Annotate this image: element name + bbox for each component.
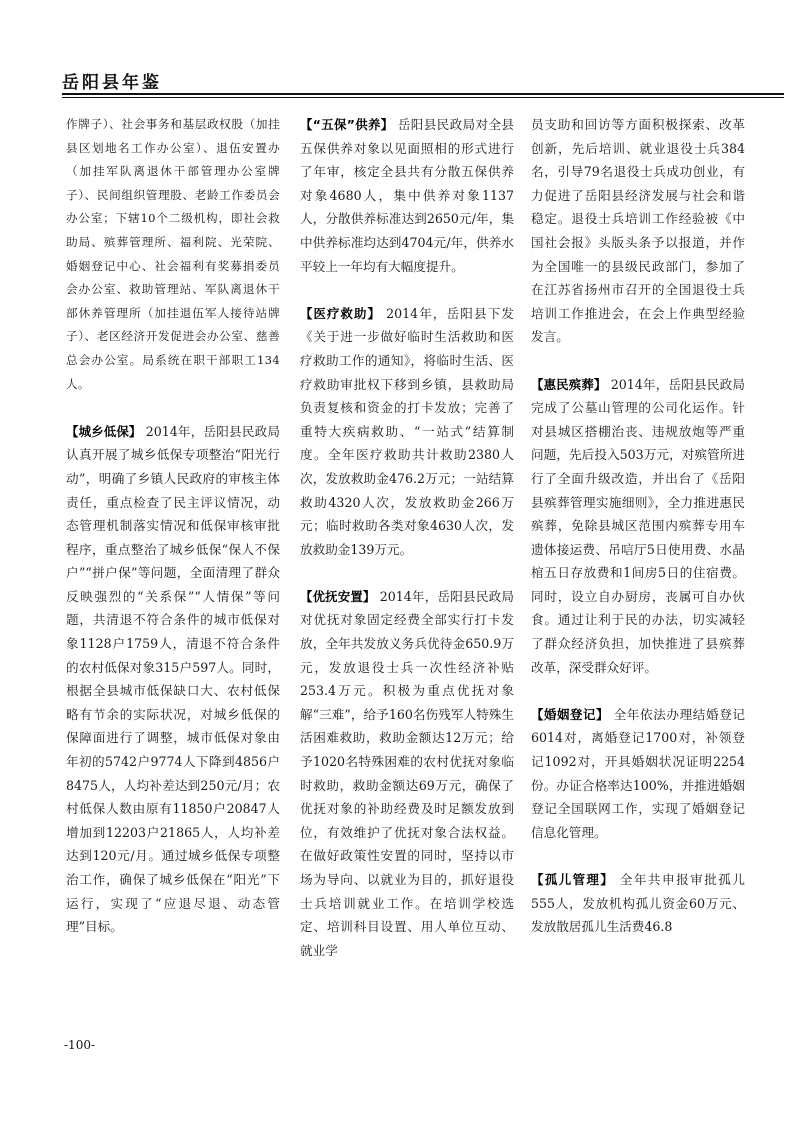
- section-marriage: [531, 703, 745, 845]
- column-right: [531, 113, 745, 1043]
- heading-funeral: 【惠民殡葬】: [531, 376, 607, 392]
- section-orphans: [531, 868, 745, 939]
- heading-wubao: 【“五保”供养】: [300, 117, 394, 132]
- body-urban-rural-dibao: 2014年，岳阳县民政局认真开展了城乡低保专项整治“阳光行动”，明确了乡镇人民政府的审核主体责任，重点检查了民主评议情况，动态管理机制落实情况和低保审核审批程序，重点整治了城乡低保“保人不保户”“拼户保”等问题，全面清理了群众反映强烈的“关系保”“人情保”等问题，共清退不符合条件的城市低保对象1128户1759人，清退不符合条件的农村低保对象315户597人。同时，根据全县城市低保缺口大、农村低保略有节余的实际状况，对城乡低保的保障面进行了调整，城市低保对象由年初的5742户9774人下降到4856户8475人，人均补差达到250元/月；农村低保人数由原有11850户20847人增加到12203户21865人，人均补差达到120元/月。通过城乡低保专项整治工作，确保了城乡低保在“阳光”下运行，实现了“应退尽退、动态管理”目标。: [66, 423, 280, 935]
- heading-medical-aid: 【医疗救助】: [300, 305, 381, 321]
- page-number: -100-: [64, 1038, 96, 1052]
- heading-veteran-placement: 【优抚安置】: [300, 588, 376, 604]
- continued-text: 员支助和回访等方面积极探索、改革创新，先后培训、就业退役士兵384名，引导79名退役士兵成功创业，有力促进了岳阳县经济发展与社会和谐稳定。退役士兵培训工作经验被《中国社会报》头版头条予以报道，并作为全国唯一的县级民政部门，参加了在江苏省扬州市召开的全国退役士兵培训工作推进会，在会上作典型经验发言。: [531, 117, 745, 345]
- section-veteran-placement: [300, 585, 514, 963]
- section-urban-rural-dibao: [66, 420, 280, 939]
- column-left: [66, 113, 280, 1043]
- yearbook-title: 岳阳县年鉴: [62, 73, 162, 93]
- heading-urban-rural-dibao: 【城乡低保】: [66, 423, 142, 439]
- section-wubao: [300, 113, 514, 278]
- column-middle: [300, 113, 514, 1043]
- heading-orphans: 【孤儿管理】: [531, 872, 615, 887]
- section-medical-aid: [300, 302, 514, 562]
- continued-paragraph: [531, 113, 745, 349]
- section-funeral: [531, 373, 745, 680]
- body-funeral: 2014年，岳阳县民政局完成了公墓山管理的公司化运作。针对县城区搭棚治丧、违规放炮等严重问题，先后投入503万元，对殡管所进行了全面升级改造，并出台了《岳阳县殡葬管理实施细则》，全力推进惠民殡葬，免除县城区范围内殡葬专用车遗体接运费、吊唁厅5日使用费、水晶棺五日存放费和1间房5日的住宿费。同时，设立自办厨房，丧属可自办伙食。通过让利于民的办法，切实减轻了群众经济负担，加快推进了县殡葬改革，深受群众好评。: [531, 376, 745, 675]
- body-wubao: 岳阳县民政局对全县五保供养对象以见面照相的形式进行了年审，核定全县共有分散五保供养对象4680人，集中供养对象1137人，分散供养标准达到2650元/年，集中供养标准均达到4704元/年，供养水平较上一年均有大幅度提升。: [300, 117, 514, 274]
- body-medical-aid: 2014年，岳阳县下发《关于进一步做好临时生活救助和医疗救助工作的通知》，将临时生活、医疗救助审批权下移到乡镇，县救助局负责复核和资金的打卡发放；完善了重特大疾病救助、“一站式”结算制度。全年医疗救助共计救助2380人次，发放救助金476.2万元；一站结算救助4320人次，发放救助金266万元；临时救助各类对象4630人次，发放救助金139万元。: [300, 305, 514, 557]
- body-marriage: 全年依法办理结婚登记6014对，离婚登记1700对，补领登记1092对，开具婚姻状况证明2254份。办证合格率达100%，并推进婚姻登记全国联网工作，实现了婚姻登记信息化管理。: [531, 706, 745, 840]
- body-veteran-placement: 2014年，岳阳县民政局对优抚对象固定经费全部实行打卡发放，全年共发放义务兵优待金650.9万元，发放退役士兵一次性经济补贴253.4万元。积极为重点优抚对象解“三难”，给予160名伤残军人特殊生活困难救助，救助金额达12万元；给予1020名特殊困难的农村优抚对象临时救助，救助金额达69万元，确保了优抚对象的补助经费及时足额发放到位，有效维护了优抚对象合法权益。在做好政策性安置的同时，坚持以市场为导向、以就业为目的，抓好退役士兵培训就业工作。在培训学校选定、培训科目设置、用人单位互动、就业学: [300, 588, 514, 958]
- header-rule: [62, 93, 784, 95]
- header-rule-thin: [62, 97, 784, 98]
- intro-paragraph: [66, 113, 280, 396]
- intro-text: 作牌子）、社会事务和基层政权股（加挂县区划地名工作办公室）、退伍安置办（加挂军队离退休干部管理办公室牌子）、民间组织管理股、老龄工作委员会办公室；下辖10个二级机构，即社会救助局、殡葬管理所、福利院、光荣院、婚姻登记中心、社会福利有奖募捐委员会办公室、救助管理站、军队离退休干部休养管理所（加挂退伍军人接待站牌子）、老区经济开发促进会办公室、慈善总会办公室。局系统在职干部职工134人。: [66, 117, 280, 391]
- body-orphans: 全年共申报审批孤儿555人，发放机构孤儿资金60万元、发放散居孤儿生活费46.8: [531, 872, 745, 935]
- heading-marriage: 【婚姻登记】: [531, 706, 609, 722]
